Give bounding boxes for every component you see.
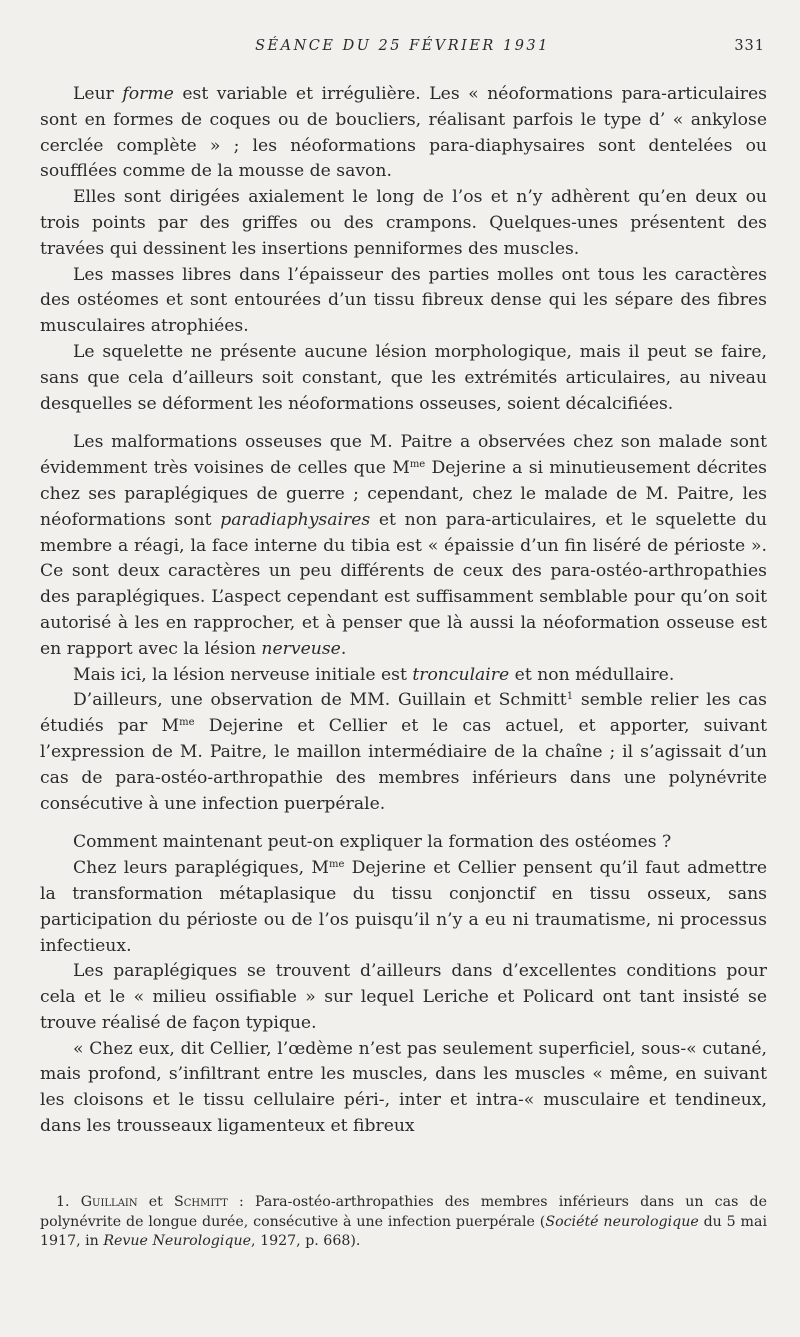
footnote: 1. Guillain et Schmitt : Para-ostéo-arthropathies des membres inférieurs dans un cas de polynévrite de longue durée, consécutive à une infection puerpérale (Société neurologique du 5 mai 1917, in Revue Neurologique, 1927, p. 668). bbox=[40, 1194, 767, 1249]
paragraph: Leur forme est variable et irrégulière. Les « néoformations para-articulaires sont en formes de coques ou de boucliers, réalisant parfois le type d’ « ankylose cerclée complète » ; les néoformations para-diaphysaires sont dentelées ou soufflées comme de la mousse de savon. bbox=[40, 84, 767, 182]
paragraph: Les masses libres dans l’épaisseur des parties molles ont tous les caractères des ostéomes et sont entourées d’un tissu fibreux dense qui les sépare des fibres musculaires atrophiées. bbox=[40, 264, 767, 337]
running-title: SÉANCE DU 25 FÉVRIER 1931 bbox=[255, 38, 550, 54]
paragraph: Comment maintenant peut-on expliquer la formation des ostéomes ? bbox=[73, 832, 672, 853]
paragraph: Mais ici, la lésion nerveuse initiale est tronculaire et non médullaire. bbox=[73, 664, 675, 685]
quotation: « Chez eux, dit Cellier, l’œdème n’est pas seulement superficiel, sous-« cutané, mais profond, s’infiltrant entre les muscles, dans les muscles « même, en suivant les cloisons et le tissu cellulaire péri-, inter et intra-« musculaire et tendineux, dans les trousseaux ligamenteux et fibreux bbox=[40, 1038, 767, 1137]
paragraph: D’ailleurs, une observation de MM. Guillain et Schmitt$^1$ semble relier les cas étudiés par $M^{me}$ Dejerine et Cellier et le cas actuel, et apporter, suivant l’expression de M. Paitre, le maillon intermédiaire de la chaîne ; il s’agissait d’un cas de para-ostéo-arthropathie des membres inférieurs dans une polynévrite consécutive à une infection puerpérale. bbox=[40, 690, 768, 814]
paragraph: Chez leurs paraplégiques, $M^{me}$ Dejerine et Cellier pensent qu’il faut admettre la transformation métaplasique du tissu conjonctif en tissu osseux, sans participation du périoste ou de l’os puisqu’il n’y a eu ni traumatisme, ni processus infectieux. bbox=[40, 858, 767, 956]
paragraph: Les paraplégiques se trouvent d’ailleurs dans d’excellentes conditions pour cela et le « milieu ossifiable » sur lequel Leriche et Policard ont tant insisté se trouve réalisé de façon typique. bbox=[40, 961, 767, 1033]
paragraph: Elles sont dirigées axialement le long de l’os et n’y adhèrent qu’en deux ou trois points par des griffes ou des crampons. Quelques-unes présentent des travées qui dessinent les insertions penniformes des muscles. bbox=[40, 187, 767, 259]
page-number: 331 bbox=[734, 38, 765, 54]
page-header bbox=[40, 38, 765, 62]
paragraph: Le squelette ne présente aucune lésion morphologique, mais il peut se faire, sans que cela d’ailleurs soit constant, que les extrémités articulaires, au niveau desquelles se déforment les néoformations osseuses, soient décalcifiées. bbox=[40, 341, 767, 414]
body-text bbox=[40, 82, 767, 1140]
paragraph: Les malformations osseuses que M. Paitre a observées chez son malade sont évidemment très voisines de celles que $M^{me}$ Dejerine a si minutieusement décrites chez ses paraplégiques de guerre ; cependant, chez le malade de M. Paitre, les néoformations sont paradiaphysaires et non para-articulaires, et le squelette du membre a réagi, la face interne du tibia est « épaissie d’un fin liséré de périoste ». Ce sont deux caractères un peu différents de ceux des para-ostéo-arthropathies des paraplégiques. L’aspect cependant est suffisamment semblable pour qu’on soit autorisé à les en rapprocher, et à penser que là aussi la néoformation osseuse est en rapport avec la lésion nerveuse. bbox=[40, 432, 767, 659]
footnote-ref: 1 bbox=[566, 691, 574, 703]
